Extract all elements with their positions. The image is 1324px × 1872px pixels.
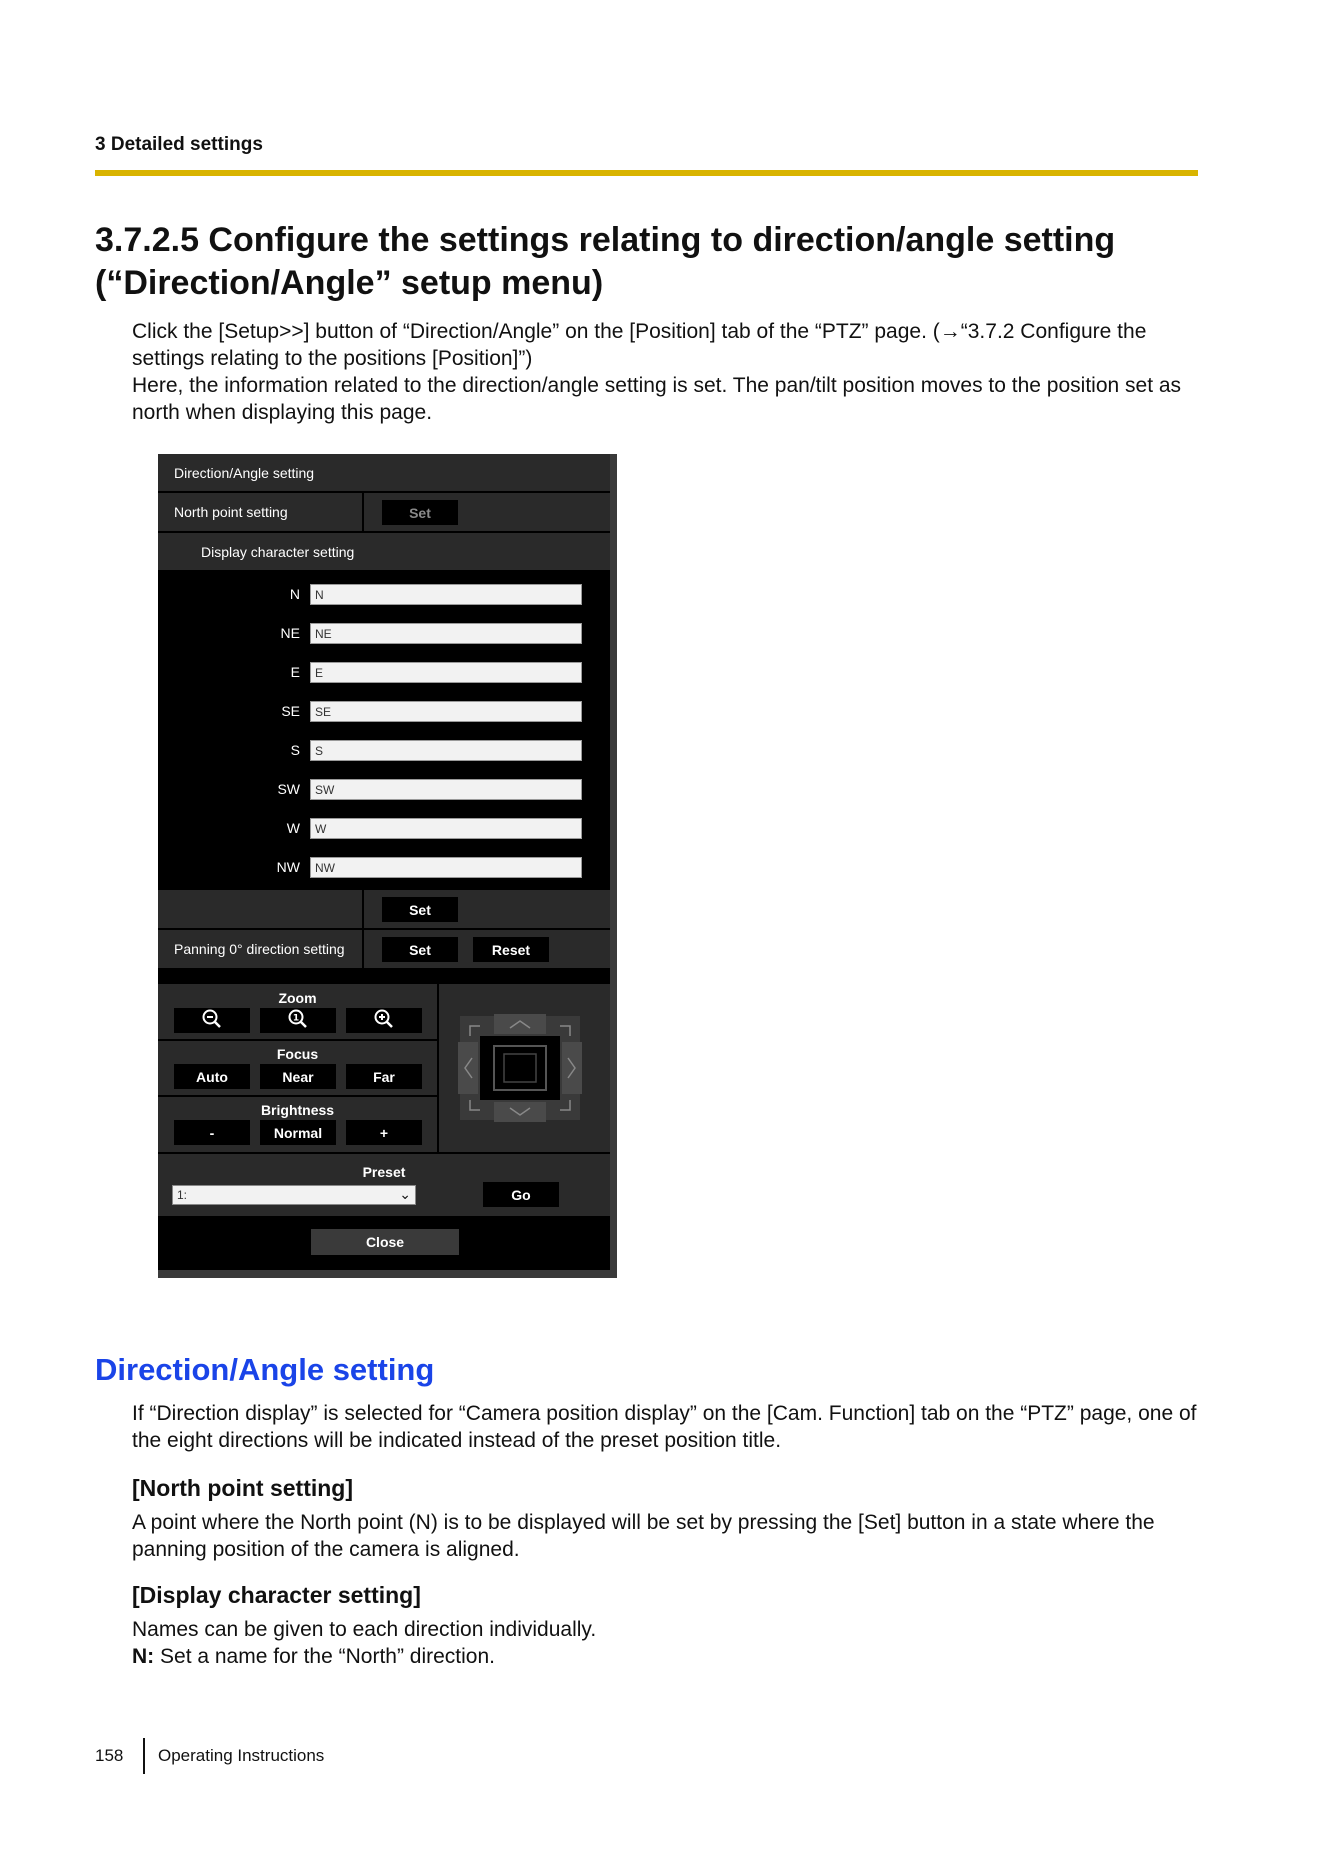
north-point-row xyxy=(158,493,610,533)
focus-auto-button[interactable]: Auto xyxy=(174,1064,250,1089)
footer-doc-title: Operating Instructions xyxy=(158,1746,325,1765)
control-rule xyxy=(158,1095,437,1097)
dir-input-ne[interactable] xyxy=(310,623,582,644)
footer-divider xyxy=(143,1738,145,1774)
dir-input-nw[interactable] xyxy=(310,857,582,878)
dir-label-ne: NE xyxy=(280,625,300,641)
svg-text:1: 1 xyxy=(292,1013,300,1024)
north-set-button[interactable]: Set xyxy=(382,500,458,525)
zoom-in-button[interactable] xyxy=(346,1008,422,1033)
brightness-normal-button[interactable]: Normal xyxy=(260,1120,336,1145)
dir-label-sw: SW xyxy=(277,781,300,797)
dir-input-s[interactable] xyxy=(310,740,582,761)
dir-label-n: N xyxy=(289,586,300,602)
zoom-in-icon xyxy=(373,1008,395,1030)
tilt-up-area xyxy=(494,1014,546,1034)
n-definition: Set a name for the “North” direction. xyxy=(154,1645,495,1668)
brightness-title: Brightness xyxy=(260,1102,335,1118)
panning-label: Panning 0° direction setting xyxy=(174,941,345,957)
control-rule xyxy=(158,1039,437,1041)
panning-row xyxy=(158,930,610,970)
tilt-down-area xyxy=(494,1102,546,1122)
dir-input-w[interactable] xyxy=(310,818,582,839)
camera-control-area xyxy=(158,984,610,1152)
dir-label-nw: NW xyxy=(276,859,300,875)
dir-label-se: SE xyxy=(281,703,300,719)
dir-input-n[interactable] xyxy=(310,584,582,605)
preset-title: Preset xyxy=(362,1164,406,1180)
chars-set-row xyxy=(158,890,610,930)
focus-title: Focus xyxy=(276,1046,319,1062)
row-divider xyxy=(362,930,364,970)
row-divider xyxy=(362,890,364,930)
north-point-label: North point setting xyxy=(174,504,288,520)
intro-text xyxy=(132,318,1207,426)
display-char-heading: [Display character setting] xyxy=(132,1582,421,1608)
control-divider xyxy=(437,984,439,1152)
chevron-down-icon: ⌄ xyxy=(399,1186,411,1202)
dir-input-e[interactable] xyxy=(310,662,582,683)
n-term: N: xyxy=(132,1645,155,1668)
chars-set-button[interactable]: Set xyxy=(382,897,458,922)
display-char-label: Display character setting xyxy=(201,544,355,560)
section-title-line1: 3.7.2.5 Configure the settings relating to direction/angle setting xyxy=(95,221,1116,259)
display-char-row xyxy=(158,533,610,572)
display-char-description xyxy=(132,1616,1207,1670)
intro-paragraph-2: Here, the information related to the direction/angle setting is set. The pan/tilt position moves to the position set as north when displaying this page. xyxy=(132,374,1182,424)
brightness-minus-button[interactable]: - xyxy=(174,1120,250,1145)
section-title xyxy=(95,219,1205,305)
north-point-heading: [North point setting] xyxy=(132,1475,354,1501)
panning-reset-button[interactable]: Reset xyxy=(473,937,549,962)
dir-input-sw[interactable] xyxy=(310,779,582,800)
n-direction-text xyxy=(132,1643,1207,1670)
zoom-out-button[interactable] xyxy=(174,1008,250,1033)
panel-header-row xyxy=(158,454,610,493)
zoom-out-icon xyxy=(201,1008,223,1030)
direction-angle-panel xyxy=(158,454,617,1278)
focus-near-button[interactable]: Near xyxy=(260,1064,336,1089)
pan-left-area xyxy=(458,1042,478,1094)
dir-label-w: W xyxy=(286,820,300,836)
direction-angle-description: If “Direction display” is selected for “Camera position display” on the [Cam. Function] tab on the “PTZ” page, one of the eight directions will be indicated instead of the preset position title. xyxy=(132,1402,1197,1452)
page-number: 158 xyxy=(95,1746,124,1765)
pan-tilt-pad[interactable] xyxy=(458,1014,582,1122)
panel-header: Direction/Angle setting xyxy=(174,465,315,481)
focus-far-button[interactable]: Far xyxy=(346,1064,422,1089)
pan-right-area xyxy=(562,1042,582,1094)
north-point-description: A point where the North point (N) is to be displayed will be set by pressing the [Set] button in a state where the panning position of the camera is aligned. xyxy=(132,1511,1155,1561)
preset-select[interactable] xyxy=(172,1185,416,1205)
chapter-header: 3 Detailed settings xyxy=(95,134,263,155)
dir-label-s: S xyxy=(290,742,300,758)
display-char-text: Names can be given to each direction individually. xyxy=(132,1618,597,1641)
zoom-reset-icon xyxy=(287,1008,309,1030)
dir-input-se[interactable] xyxy=(310,701,582,722)
direction-angle-heading: Direction/Angle setting xyxy=(95,1352,435,1387)
row-divider xyxy=(362,493,364,533)
section-title-line2: (“Direction/Angle” setup menu) xyxy=(95,264,604,302)
intro-paragraph-1: Click the [Setup>>] button of “Direction/Angle” on the [Position] tab of the “PTZ” page. (→“3.7.2 Configure the settings relating to the positions [Position]”) xyxy=(132,320,1147,370)
brightness-plus-button[interactable]: + xyxy=(346,1120,422,1145)
zoom-1x-button[interactable] xyxy=(260,1008,336,1033)
header-rule xyxy=(95,170,1198,176)
preset-go-button[interactable]: Go xyxy=(483,1182,559,1207)
preset-select-value: 1: xyxy=(177,1188,188,1202)
close-button[interactable]: Close xyxy=(311,1229,459,1255)
panning-set-button[interactable]: Set xyxy=(382,937,458,962)
zoom-title: Zoom xyxy=(278,990,317,1006)
dir-label-e: E xyxy=(290,664,300,680)
